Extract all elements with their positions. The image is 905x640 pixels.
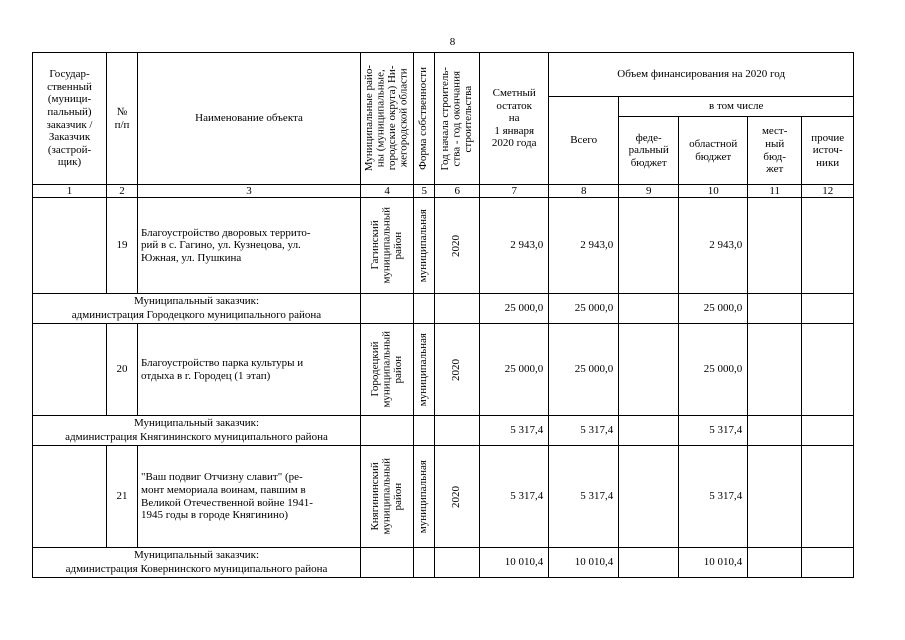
empty-cell: [435, 294, 480, 324]
header-number: № п/п: [107, 53, 138, 185]
regional-value: 5 317,4: [679, 446, 748, 548]
header-federal: феде- ральный бюджет: [619, 117, 679, 185]
financing-table: [32, 52, 854, 578]
empty-cell: [435, 548, 480, 578]
customer-row: [33, 416, 854, 446]
total-value: 2 943,0: [549, 198, 619, 294]
municipal-customer: Муниципальный заказчик: администрация Городецкого муниципального района: [33, 294, 361, 324]
municipality-cell: Городецкий муниципальный район: [361, 324, 414, 416]
col-num: 2: [107, 185, 138, 198]
federal-value: [619, 446, 679, 548]
estimate-value: 5 317,4: [480, 416, 549, 446]
customer-cell: [33, 324, 107, 416]
other-value: [802, 324, 854, 416]
local-value: [748, 446, 802, 548]
total-value: 10 010,4: [549, 548, 619, 578]
total-value: 5 317,4: [549, 446, 619, 548]
regional-value: 2 943,0: [679, 198, 748, 294]
customer-row: [33, 294, 854, 324]
ownership-cell: муниципальная: [414, 446, 435, 548]
federal-value: [619, 198, 679, 294]
col-num: 3: [138, 185, 361, 198]
empty-cell: [414, 548, 435, 578]
ownership-cell: муниципальная: [414, 198, 435, 294]
customer-cell: [33, 446, 107, 548]
col-num: 1: [33, 185, 107, 198]
regional-value: 25 000,0: [679, 324, 748, 416]
col-num: 9: [619, 185, 679, 198]
regional-value: 25 000,0: [679, 294, 748, 324]
estimate-value: 25 000,0: [480, 294, 549, 324]
header-object-name: Наименование объекта: [138, 53, 361, 185]
header-row-1: [33, 53, 854, 97]
row-number: 19: [107, 198, 138, 294]
object-name: "Ваш подвиг Отчизну славит" (ре- монт мемориала воинам, павшим в Великой Отечественной войне 1941- 1945 годы в городе Княгинино): [138, 446, 361, 548]
header-other: прочие источ- ники: [802, 117, 854, 185]
estimate-value: 10 010,4: [480, 548, 549, 578]
header-local: мест- ный бюд- жет: [748, 117, 802, 185]
local-value: [748, 324, 802, 416]
header-regional: областной бюджет: [679, 117, 748, 185]
customer-row: [33, 548, 854, 578]
year-cell: 2020: [435, 324, 480, 416]
col-num: 5: [414, 185, 435, 198]
municipality-cell: Гагинский муниципальный район: [361, 198, 414, 294]
total-value: 5 317,4: [549, 416, 619, 446]
row-number: 20: [107, 324, 138, 416]
federal-value: [619, 416, 679, 446]
empty-cell: [361, 548, 414, 578]
empty-cell: [361, 416, 414, 446]
empty-cell: [435, 416, 480, 446]
header-customer: Государ- ственный (муници- пальный) заказчик / Заказчик (застрой- щик): [33, 53, 107, 185]
header-total: Всего: [549, 97, 619, 185]
year-cell: 2020: [435, 446, 480, 548]
col-num: 6: [435, 185, 480, 198]
object-row: [33, 324, 854, 416]
object-row: [33, 446, 854, 548]
municipal-customer: Муниципальный заказчик: администрация Княгининского муниципального района: [33, 416, 361, 446]
estimate-value: 25 000,0: [480, 324, 549, 416]
municipality-cell: Княгининский муниципальный район: [361, 446, 414, 548]
total-value: 25 000,0: [549, 294, 619, 324]
other-value: [802, 294, 854, 324]
col-num: 11: [748, 185, 802, 198]
col-num: 8: [549, 185, 619, 198]
year-cell: 2020: [435, 198, 480, 294]
empty-cell: [361, 294, 414, 324]
other-value: [802, 446, 854, 548]
page-number: 8: [449, 36, 456, 48]
regional-value: 5 317,4: [679, 416, 748, 446]
other-value: [802, 416, 854, 446]
header-including: в том числе: [619, 97, 854, 117]
local-value: [748, 294, 802, 324]
customer-cell: [33, 198, 107, 294]
col-num: 10: [679, 185, 748, 198]
federal-value: [619, 324, 679, 416]
local-value: [748, 416, 802, 446]
object-name: Благоустройство парка культуры и отдыха в г. Городец (1 этап): [138, 324, 361, 416]
header-ownership: Форма собственности: [414, 53, 435, 185]
ownership-cell: муниципальная: [414, 324, 435, 416]
col-num: 4: [361, 185, 414, 198]
regional-value: 10 010,4: [679, 548, 748, 578]
object-row: [33, 198, 854, 294]
local-value: [748, 548, 802, 578]
header-financing: Объем финансирования на 2020 год: [549, 53, 854, 97]
municipal-customer: Муниципальный заказчик: администрация Ковернинского муниципального района: [33, 548, 361, 578]
empty-cell: [414, 294, 435, 324]
col-num: 12: [802, 185, 854, 198]
total-value: 25 000,0: [549, 324, 619, 416]
estimate-value: 5 317,4: [480, 446, 549, 548]
object-name: Благоустройство дворовых террито- рий в с. Гагино, ул. Кузнецова, ул. Южная, ул. Пушкина: [138, 198, 361, 294]
federal-value: [619, 294, 679, 324]
other-value: [802, 198, 854, 294]
other-value: [802, 548, 854, 578]
local-value: [748, 198, 802, 294]
column-numbers-row: [33, 185, 854, 198]
header-years: Год начала строитель- ства - год окончания строительства: [435, 53, 480, 185]
estimate-value: 2 943,0: [480, 198, 549, 294]
empty-cell: [414, 416, 435, 446]
col-num: 7: [480, 185, 549, 198]
federal-value: [619, 548, 679, 578]
header-municipality: Муниципальные райо- ны (муниципальные, городские округа) Ни- жегородской области: [361, 53, 414, 185]
row-number: 21: [107, 446, 138, 548]
header-estimate: Сметный остаток на 1 января 2020 года: [480, 53, 549, 185]
